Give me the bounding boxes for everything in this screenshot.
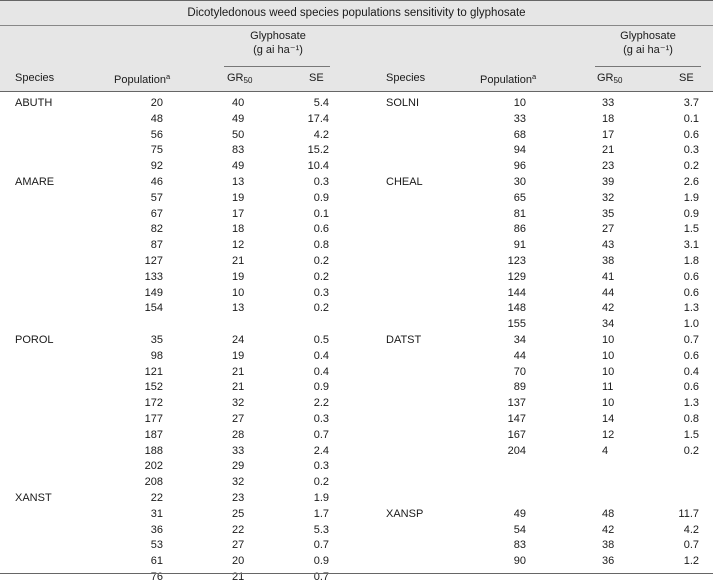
right-gr50-cell: 35 (602, 207, 615, 220)
left-se-cell: 0.4 (313, 349, 329, 362)
table-row (0, 112, 713, 127)
left-se-cell: 17.4 (307, 112, 329, 125)
right-pop-cell: 44 (513, 349, 526, 362)
left-se-cell: 2.4 (313, 444, 329, 457)
right-gr50-cell: 18 (602, 112, 615, 125)
table-row (0, 159, 713, 174)
left-se-cell: 5.4 (313, 97, 329, 109)
table-row (0, 333, 713, 348)
right-se-cell: 0.8 (683, 413, 699, 425)
table-row (0, 538, 713, 553)
left-gr50-cell: 32 (232, 476, 245, 489)
right-pop-cell: 34 (513, 334, 526, 346)
left-pop-cell: 46 (150, 176, 163, 188)
left-pop-cell: 36 (150, 523, 163, 536)
left-se-cell: 4.2 (313, 128, 329, 141)
right-gr50-cell: 36 (602, 555, 615, 568)
right-gr50-cell: 44 (602, 286, 615, 299)
right-gr50-cell: 38 (602, 255, 615, 267)
left-se-cell: 0.2 (313, 476, 329, 489)
table-row (0, 380, 713, 395)
right-se-cell: 0.6 (683, 286, 699, 299)
left-pop-cell: 76 (150, 571, 163, 583)
right-gr50-cell: 10 (602, 349, 615, 362)
left-se-cell: 0.3 (313, 286, 329, 299)
left-gr50-header: $GR_{50}$ (227, 72, 253, 85)
right-gr50-cell: 23 (602, 160, 615, 173)
right-gr50-cell: 10 (602, 334, 615, 346)
right-se-cell: 0.6 (683, 270, 699, 283)
left-pop-cell: 152 (144, 381, 163, 394)
table-header (0, 26, 713, 92)
left-pop-cell: 57 (150, 191, 163, 204)
left-gr50-cell: 19 (232, 191, 245, 204)
left-gr50-cell: 21 (232, 255, 245, 267)
left-gr50-cell: 19 (232, 270, 245, 283)
left-species-header: Species (15, 72, 55, 84)
left-se-cell: 1.7 (313, 507, 329, 520)
left-pop-cell: 202 (144, 460, 163, 473)
right-se-cell: 4.2 (683, 523, 699, 536)
left-se-cell: 0.9 (313, 555, 329, 568)
left-se-cell: 0.2 (313, 270, 329, 283)
right-se-cell: 1.5 (683, 428, 699, 441)
right-pop-cell: 167 (507, 428, 526, 441)
left-gr50-cell: 21 (232, 365, 245, 378)
left-species-cell: XANST (15, 492, 52, 504)
right-pop-cell: 65 (513, 191, 526, 204)
right-gr50-cell: 39 (602, 176, 615, 188)
table-row (0, 222, 713, 237)
right-gr50-cell: 42 (602, 523, 615, 536)
left-pop-cell: 22 (150, 492, 163, 504)
left-se-cell: 0.9 (313, 191, 329, 204)
table-row (0, 191, 713, 206)
left-se-cell: 10.4 (307, 160, 329, 173)
right-se-cell: 1.3 (683, 397, 699, 410)
left-species-cell: ABUTH (15, 97, 53, 109)
left-pop-cell: 48 (150, 112, 163, 125)
left-pop-cell: 208 (144, 476, 163, 489)
left-pop-cell: 121 (144, 365, 163, 378)
left-se-cell: 0.7 (313, 571, 329, 583)
table-row (0, 349, 713, 364)
right-gr50-cell: 38 (602, 539, 615, 552)
left-pop-cell: 31 (150, 507, 163, 520)
right-pop-cell: 204 (507, 444, 526, 457)
left-se-cell: 5.3 (313, 523, 329, 536)
left-pop-cell: 75 (150, 144, 163, 157)
right-se-cell: 0.3 (683, 144, 699, 157)
table-row (0, 507, 713, 522)
right-species-cell: DATST (386, 334, 422, 346)
right-pop-cell: 148 (507, 302, 526, 315)
left-pop-cell: 92 (150, 160, 163, 173)
right-pop-cell: 155 (507, 318, 526, 331)
right-pop-cell: 123 (507, 255, 526, 267)
right-se-cell: 0.2 (683, 160, 699, 173)
right-se-cell: 3.1 (683, 239, 699, 252)
right-population-header: Population$^a$ (480, 72, 537, 86)
left-pop-cell: 20 (150, 97, 163, 109)
left-gr50-cell: 33 (232, 444, 245, 457)
left-pop-cell: 53 (150, 539, 163, 552)
left-pop-cell: 56 (150, 128, 163, 141)
left-species-cell: POROL (15, 334, 54, 346)
right-gr50-header: $GR_{50}$ (597, 72, 623, 85)
table-row (0, 475, 713, 490)
left-gr50-cell: 21 (232, 571, 245, 583)
left-gr50-cell: 27 (232, 539, 245, 552)
right-pop-cell: 89 (513, 381, 526, 394)
table-row (0, 491, 713, 506)
right-se-cell: 0.6 (683, 128, 699, 141)
right-se-cell: 0.7 (683, 539, 699, 552)
table-row (0, 143, 713, 158)
right-pop-cell: 68 (513, 128, 526, 141)
right-pop-cell: 147 (507, 413, 526, 425)
left-gr50-cell: 49 (232, 112, 245, 125)
table-row (0, 317, 713, 332)
left-gr50-cell: 23 (232, 492, 245, 504)
left-se-header: SE (309, 72, 324, 84)
left-gr50-cell: 29 (232, 460, 245, 473)
left-gr50-cell: 24 (232, 334, 245, 346)
left-se-cell: 0.5 (313, 334, 329, 346)
left-pop-cell: 98 (150, 349, 163, 362)
left-se-cell: 0.2 (313, 302, 329, 315)
table-bottom-rule (0, 573, 713, 574)
right-se-cell: 1.8 (683, 255, 699, 267)
right-gr50-cell: 33 (602, 97, 615, 109)
left-gr50-cell: 17 (232, 207, 245, 220)
right-pop-cell: 54 (513, 523, 526, 536)
table-row (0, 412, 713, 427)
left-se-cell: 0.3 (313, 460, 329, 473)
left-unit-label: (g ai ha⁻¹) (253, 44, 303, 56)
right-se-cell: 1.5 (683, 223, 699, 236)
left-gr50-cell: 83 (232, 144, 245, 157)
right-gr50-cell: 11 (602, 381, 614, 394)
left-se-cell: 15.2 (307, 144, 329, 157)
right-gr50-cell: 10 (602, 397, 615, 410)
right-gr50-cell: 41 (602, 270, 615, 283)
left-gr50-cell: 27 (232, 413, 245, 425)
table-row (0, 286, 713, 301)
left-se-cell: 0.3 (313, 176, 329, 188)
right-pop-cell: 10 (513, 97, 526, 109)
right-herbicide-label: Glyphosate (620, 30, 676, 42)
right-gr50-cell: 48 (602, 507, 615, 520)
left-pop-cell: 149 (144, 286, 163, 299)
right-pop-cell: 144 (507, 286, 526, 299)
table-row (0, 301, 713, 316)
left-group-rule (224, 66, 330, 67)
right-group-rule (595, 66, 701, 67)
right-pop-cell: 70 (513, 365, 526, 378)
table-row (0, 444, 713, 459)
left-se-cell: 0.2 (313, 255, 329, 267)
right-pop-cell: 81 (513, 207, 526, 220)
right-se-cell: 0.9 (683, 207, 699, 220)
right-se-cell: 1.3 (683, 302, 699, 315)
table-row (0, 554, 713, 569)
left-herbicide-label: Glyphosate (250, 30, 306, 42)
left-se-cell: 0.8 (313, 239, 329, 252)
left-se-cell: 0.6 (313, 223, 329, 236)
table-row (0, 365, 713, 380)
right-se-cell: 0.6 (683, 381, 699, 394)
left-se-cell: 2.2 (313, 397, 329, 410)
right-se-cell: 3.7 (683, 97, 699, 109)
right-pop-cell: 49 (513, 507, 526, 520)
right-gr50-cell: 14 (602, 413, 615, 425)
left-pop-cell: 61 (150, 555, 163, 568)
left-gr50-cell: 12 (232, 239, 245, 252)
left-gr50-cell: 13 (232, 302, 245, 315)
table-row (0, 270, 713, 285)
left-se-cell: 0.9 (313, 381, 329, 394)
right-pop-cell: 137 (507, 397, 526, 410)
table-title: Dicotyledonous weed species populations sensitivity to glyphosate (0, 0, 713, 26)
right-pop-cell: 30 (513, 176, 526, 188)
table-row (0, 523, 713, 538)
left-gr50-cell: 28 (232, 428, 245, 441)
table-row (0, 238, 713, 253)
right-pop-cell: 96 (513, 160, 526, 173)
table-row (0, 128, 713, 143)
left-pop-cell: 133 (144, 270, 163, 283)
left-population-header: Population$^a$ (114, 72, 171, 86)
left-species-cell: AMARE (15, 176, 55, 188)
right-se-cell: 11.7 (678, 507, 699, 520)
left-pop-cell: 82 (150, 223, 163, 236)
left-pop-cell: 87 (150, 239, 163, 252)
left-gr50-cell: 22 (232, 523, 245, 536)
right-se-cell: 0.6 (683, 349, 699, 362)
table-row (0, 96, 713, 111)
right-gr50-cell: 12 (602, 428, 615, 441)
right-gr50-cell: 43 (602, 239, 615, 252)
left-pop-cell: 177 (144, 413, 163, 425)
left-gr50-cell: 50 (232, 128, 245, 141)
right-se-cell: 1.0 (683, 318, 699, 331)
right-se-cell: 0.7 (683, 334, 699, 346)
table-row (0, 459, 713, 474)
left-se-cell: 0.3 (313, 413, 329, 425)
right-pop-cell: 83 (513, 539, 526, 552)
table-row (0, 254, 713, 269)
right-pop-cell: 90 (513, 555, 526, 568)
left-gr50-cell: 13 (232, 176, 245, 188)
left-gr50-cell: 40 (232, 97, 245, 109)
right-species-cell: XANSP (386, 507, 424, 520)
right-pop-cell: 91 (513, 239, 526, 252)
left-gr50-cell: 10 (232, 286, 245, 299)
right-gr50-cell: 42 (602, 302, 615, 315)
table-row (0, 207, 713, 222)
left-pop-cell: 154 (144, 302, 163, 315)
left-gr50-cell: 21 (232, 381, 245, 394)
right-pop-cell: 129 (507, 270, 526, 283)
right-pop-cell: 94 (513, 144, 526, 157)
table-row (0, 175, 713, 190)
left-gr50-cell: 19 (232, 349, 245, 362)
left-pop-cell: 187 (144, 428, 163, 441)
left-gr50-cell: 32 (232, 397, 245, 410)
left-se-cell: 0.7 (313, 428, 329, 441)
left-pop-cell: 35 (150, 334, 163, 346)
right-gr50-cell: 4 (602, 444, 609, 457)
left-pop-cell: 67 (150, 207, 163, 220)
left-se-cell: 0.4 (313, 365, 329, 378)
right-se-cell: 1.9 (683, 191, 699, 204)
left-se-cell: 0.1 (313, 207, 329, 220)
right-se-cell: 0.2 (683, 444, 699, 457)
right-gr50-cell: 34 (602, 318, 615, 331)
right-gr50-cell: 21 (602, 144, 615, 157)
left-gr50-cell: 49 (232, 160, 245, 173)
left-gr50-cell: 20 (232, 555, 245, 568)
right-se-cell: 2.6 (683, 176, 699, 188)
right-pop-cell: 86 (513, 223, 526, 236)
right-se-header: SE (679, 72, 694, 84)
left-pop-cell: 188 (144, 444, 163, 457)
table-row (0, 428, 713, 443)
left-gr50-cell: 25 (232, 507, 245, 520)
left-pop-cell: 127 (144, 255, 163, 267)
table-row (0, 396, 713, 411)
right-species-cell: SOLNI (386, 97, 420, 109)
right-pop-cell: 33 (513, 112, 526, 125)
right-gr50-cell: 27 (602, 223, 615, 236)
right-unit-label: (g ai ha⁻¹) (623, 44, 673, 56)
right-gr50-cell: 10 (602, 365, 615, 378)
right-species-header: Species (386, 72, 426, 84)
right-se-cell: 0.4 (683, 365, 699, 378)
right-species-cell: CHEAL (386, 176, 423, 188)
right-gr50-cell: 32 (602, 191, 615, 204)
right-se-cell: 0.1 (683, 112, 699, 125)
left-se-cell: 1.9 (313, 492, 329, 504)
left-pop-cell: 172 (144, 397, 163, 410)
right-se-cell: 1.2 (683, 555, 699, 568)
right-gr50-cell: 17 (602, 128, 615, 141)
left-se-cell: 0.7 (313, 539, 329, 552)
left-gr50-cell: 18 (232, 223, 245, 236)
